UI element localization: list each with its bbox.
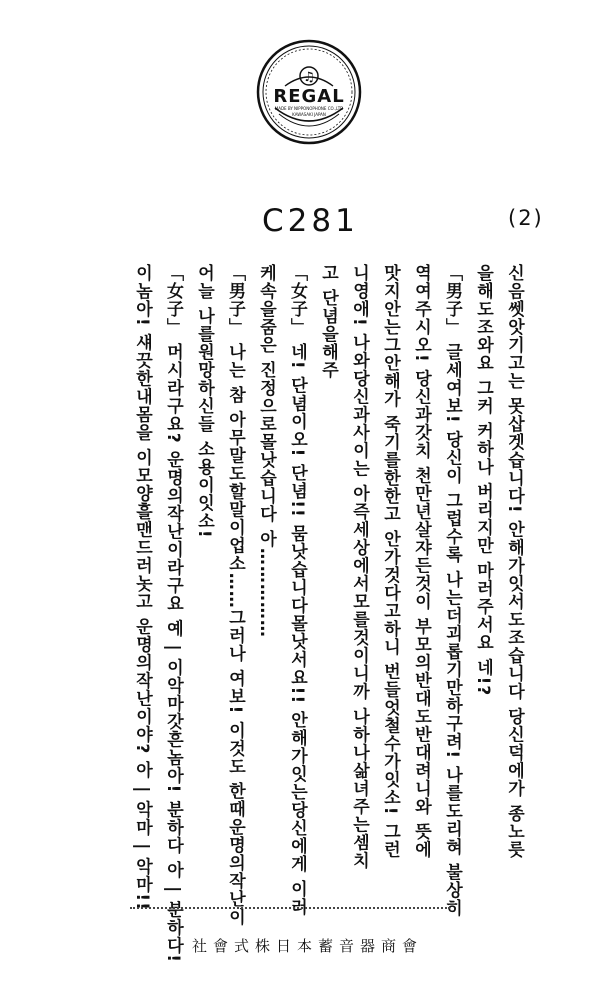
page-number: (2) (508, 206, 544, 230)
lyric-line: 「女子」 네! 단념이오! 단념!! 뭄낫습니다몰낫서요!! 안해가잇는당신에게 이러 (287, 264, 307, 917)
lyric-line: 신음쎗앗기고는 못삽겟습니다! 안해가잇서도조습니다 당신덕에가 종노릇 (504, 264, 524, 859)
lyric-line: 「男子」 글세여보! 당신이 그럽수록 나는더괴롭기만하구려! 나를도리혀 불상히 (442, 264, 462, 918)
lyric-line: 「女子」 머시라구요? 운명의작난이라구요 예 | 이악마갓흔놈아! 분하다 아 | 분하다! (163, 264, 183, 964)
lyric-line: 고 단념을해주 (318, 264, 338, 379)
publisher-footer: 社會式株日本蓄音器商會 (191, 937, 423, 955)
lyric-line: 맛지안는그안해가 죽기를한한고 안가것다고하니 번들엇철수가잇소! 그런 (380, 264, 400, 859)
dotted-divider (130, 907, 450, 909)
lyric-line: 이놈아! 섀끗한내몸을 이모양흘맨드러놋고 운명의작난이야? 아 | 악마 | 악마!! (132, 264, 152, 911)
maker-location-text: KAWASAKI JAPAN (292, 112, 326, 117)
lyric-line: 을해도조와요 그커 커하나 버리지만 마러주서요 네!? (473, 264, 493, 697)
regal-logo (255, 38, 363, 146)
lyric-line: 역여주시오! 당신과갓치 천만년살쟈든것이 부모의반대도반대려니와 뜻에 (411, 264, 431, 859)
lyric-line: 케속을줌은 진정으로몰낫습니다 아…………… (256, 264, 276, 638)
catalog-number: C281 (262, 203, 359, 239)
lyric-line: 「男子」 나는 참 아무말도할말이업소……그러나 여보! 이것도 한때운명의작난이 (225, 264, 245, 927)
brand-text: REGAL (273, 86, 345, 107)
svg-text:♫: ♫ (303, 70, 315, 85)
lyric-line: 어늘 나를원망하신들 소용이잇소! (194, 264, 214, 539)
maker-text: MADE BY NIPPONOPHONE CO.,LTD (274, 106, 344, 111)
lyric-line: 니영애! 나와당신과사이는 아즉세상에서모를것이니까 나하나삶녀주는셈치 (349, 264, 369, 870)
regal-record-label-icon (255, 38, 363, 146)
